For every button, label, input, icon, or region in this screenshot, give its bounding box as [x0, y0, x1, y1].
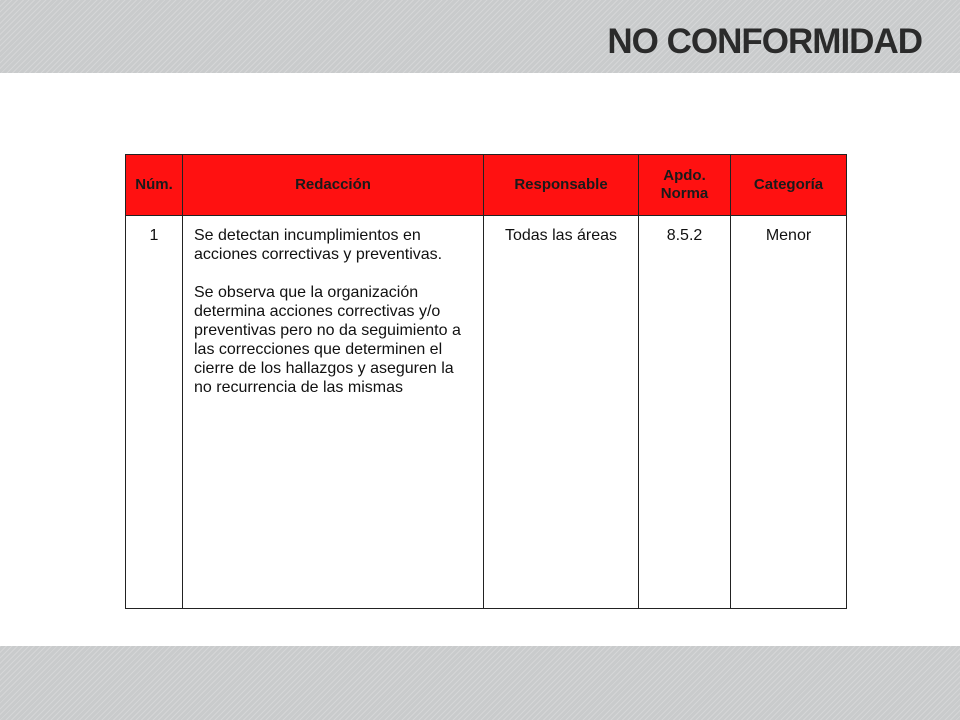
header-responsable: Responsable [484, 155, 639, 216]
redaccion-paragraph-1: Se detectan incumplimientos en acciones correctivas y preventivas. [194, 227, 443, 263]
header-apdo-norma: Apdo. Norma [639, 155, 731, 216]
header-num: Núm. [126, 155, 183, 216]
slide-title: NO CONFORMIDAD [607, 22, 922, 61]
nonconformity-table [125, 154, 847, 609]
cell-responsable: Todas las áreas [484, 216, 639, 609]
bottom-decorative-band [0, 646, 960, 720]
table-row [126, 216, 847, 609]
header-redaccion: Redacción [183, 155, 484, 216]
table-header-row [126, 155, 847, 216]
header-categoria: Categoría [731, 155, 847, 216]
cell-apdo-norma: 8.5.2 [639, 216, 731, 609]
cell-categoria: Menor [731, 216, 847, 609]
redaccion-paragraph-2: Se observa que la organización determina acciones correctivas y/o preventivas pero no da seguimiento a las correcciones que determinen el cierre de los hallazgos y aseguren la no recurrencia de las mismas [194, 284, 461, 396]
cell-redaccion [183, 216, 484, 609]
cell-num: 1 [126, 216, 183, 609]
